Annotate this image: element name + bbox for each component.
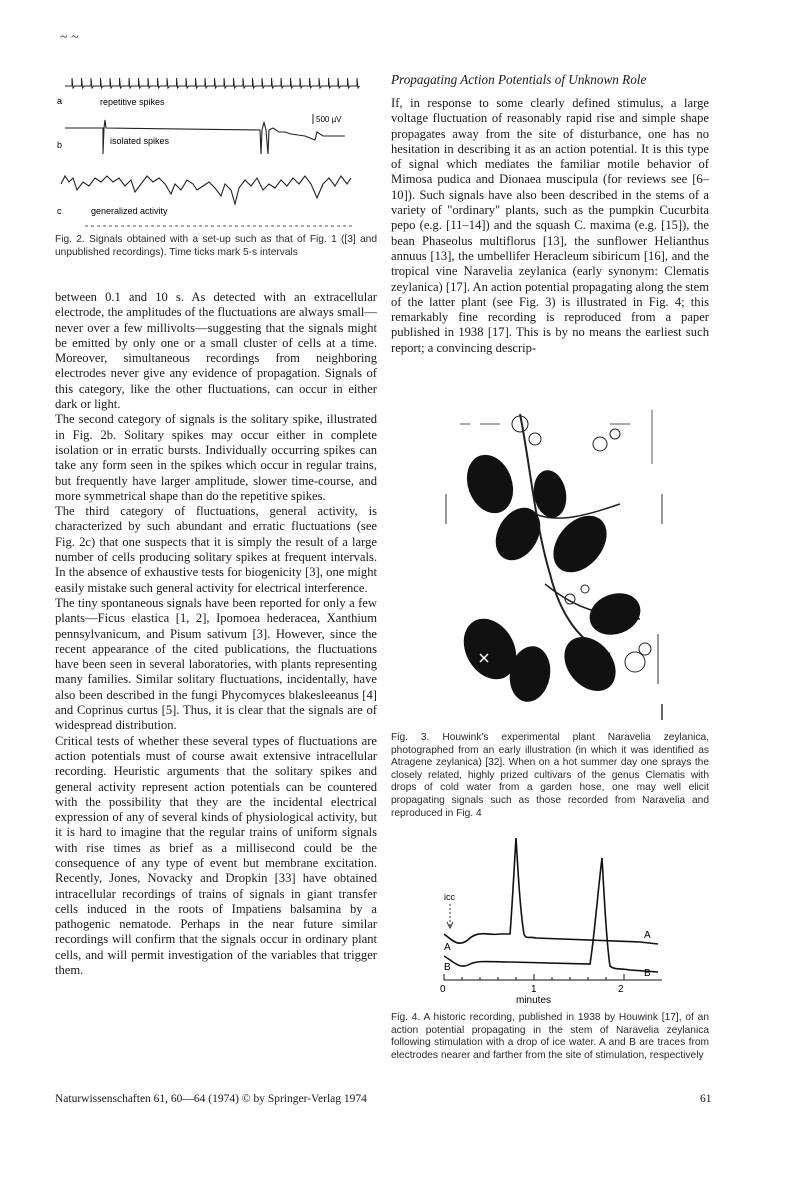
paragraph: The second category of signals is the solitary spike, illustrated in Fig. 2b. Solitary spikes may occur either in complete isolation or in erratic bursts. Individually occurring spikes can take any form seen in the spikes which occur in regular trains, but frequently have larger amplitude, slower time-course, and more symmetrical shape than do the repetitive spikes.	[55, 412, 377, 503]
icc-label: icc	[444, 892, 455, 902]
trace-c-generalized-activity	[61, 176, 351, 204]
section-heading: Propagating Action Potentials of Unknown Role	[391, 72, 647, 87]
figure-4-recording	[430, 830, 670, 1010]
time-axis-ticks	[444, 974, 624, 980]
trace-a-text: repetitive spikes	[100, 97, 165, 107]
figure-2-caption: Fig. 2. Signals obtained with a set-up such as that of Fig. 1 ([3] and unpublished recordings). Time ticks mark 5-s intervals	[55, 234, 377, 258]
trace-c-label: c	[57, 206, 62, 216]
paragraph: Critical tests of whether these several types of fluctuations are action potentials must of course await extensive intracellular recording. Heuristic arguments that the solitary spikes and general activity represent action potentials can be countered with the possibility that they are the incidental electrical expression of any of several kinds of physiological activity, but it is hard to imagine that the regular trains of uniform signals with rise times as brief as a millisecond could be the consequence of any type of event but membrane excitation. Recently, Jones, Novacky and Dropkin [33] have obtained intracellular recordings of trains of signals in giant transfer cells induced in the roots of Impatiens balsamina by a pathogenic nematode. Perhaps in the near future similar recordings will confirm that the signals occur in ordinary plant cells, and will permit investigation of the variables that trigger them.	[55, 733, 377, 978]
left-column-body	[55, 290, 377, 978]
trace-b	[444, 858, 658, 972]
trace-a-label: a	[57, 96, 63, 106]
figure-3-caption: Fig. 3. Houwink's experimental plant Naravelia zeylanica, photographed from an early illustration (in which it was identified as Atragene zeylanica) [32]. When on a hot summer day one sprays the closely related, highly prized cultivars of the genus Clematis with drops of cold water from a garden hose, one may well elicit propagating signals such as those recorded from Naravelia and reproduced in Fig. 4	[391, 732, 709, 819]
figure-3-plant-illustration	[440, 404, 670, 726]
figure-4-caption: Fig. 4. A historic recording, published in 1938 by Houwink [17], of an action potential propagating in the stem of Naravelia zeylanica following stimulation with a drop of ice water. A and B are traces from electrodes nearer and farther from the site of stimulation, respectively	[391, 1012, 709, 1061]
trace-a-label-left: A	[444, 942, 451, 953]
page-number: 61	[700, 1093, 712, 1105]
footer-citation: Naturwissenschaften 61, 60—64 (1974) © by Springer-Verlag 1974	[55, 1093, 367, 1105]
scale-bar-label: 500 µV	[316, 115, 342, 124]
trace-b-label-left: B	[444, 962, 451, 973]
trace-b-text: isolated spikes	[110, 136, 170, 146]
axis-label-minutes: minutes	[516, 995, 552, 1006]
trace-c-text: generalized activity	[91, 206, 168, 216]
paragraph: The tiny spontaneous signals have been reported for only a few plants—Ficus elastica [1, 2], Ipomoea hederacea, Xanthium pennsylvanicum, and Pisum sativum [3]. However, since the recent appearance of the cited publications, the fluctuations have been seen in several laboratories, with plants representing many families. Similar solitary fluctuations, incidentally, have also been described in the fungi Phycomyces blakesleeanus [4] and Coprinus curtus [5]. Thus, it is clear that the signals are of widespread distribution.	[55, 595, 377, 733]
trace-a	[444, 838, 658, 944]
right-column-body	[391, 96, 709, 356]
repetitive-spike-train	[65, 78, 360, 88]
tick-label-0: 0	[440, 984, 446, 995]
tick-label-2: 2	[618, 984, 624, 995]
trace-b-label: b	[57, 140, 63, 150]
paragraph: If, in response to some clearly defined stimulus, a large voltage fluctuation of reasonably rapid rise and simple shape propagates away from the site of disturbance, one has no hesitation in describing it as an action potential. It is this type of signal which mediates the familiar motile behavior of Mimosa pudica and Dionaea muscipula (for reviews see [6–10]). Such signals have also been described in the stems of a variety of "ordinary" plants, such as the pumpkin Cucurbita pepo (e.g. [11–14]) and the squash C. maxima (e.g. [15]), the bean Phaseolus multiflorus [13], the sunflower Helianthus annuus [13], the umbellifer Heracleum sibiricum [16], and the tropical vine Naravelia zeylanica (early synonym: Clematis zeylanica) [17]. An action potential propagating along the stem of the latter plant (see Fig. 3) is illustrated in Fig. 4; this remarkably fine recording is reproduced from a paper published in 1938 [17]. This is by no means the earliest such report; a convincing descrip-	[391, 96, 709, 355]
paragraph: between 0.1 and 10 s. As detected with an extracellular electrode, the amplitudes of the fluctuations are always small—never over a few millivolts—suggesting that the signals might be emitted by only one or a small cluster of cells at a time. Moreover, simultaneous recordings from neighboring electrodes never give any evidence of propagation. Signals of this category, like the other fluctuations, can occur in either dark or light.	[55, 290, 377, 412]
trace-a-repetitive-spikes	[65, 78, 360, 88]
trace-b-isolated-spikes	[65, 120, 345, 154]
tick-label-1: 1	[531, 984, 537, 995]
paragraph: The third category of fluctuations, general activity, is characterized by such abundant and erratic fluctuations (see Fig. 2c) that one suspects that it is simply the result of a large number of cells producing solitary spikes at frequent intervals. In the absence of exhaustive tests for biogenicity [3], one might easily mistake such general activity for electrical interference.	[55, 504, 377, 595]
trace-a-label-right: A	[644, 930, 651, 941]
header-mark: ~ ~	[60, 30, 79, 45]
figure-2-signal-traces	[55, 72, 377, 232]
trace-b-label-right: B	[644, 968, 651, 979]
